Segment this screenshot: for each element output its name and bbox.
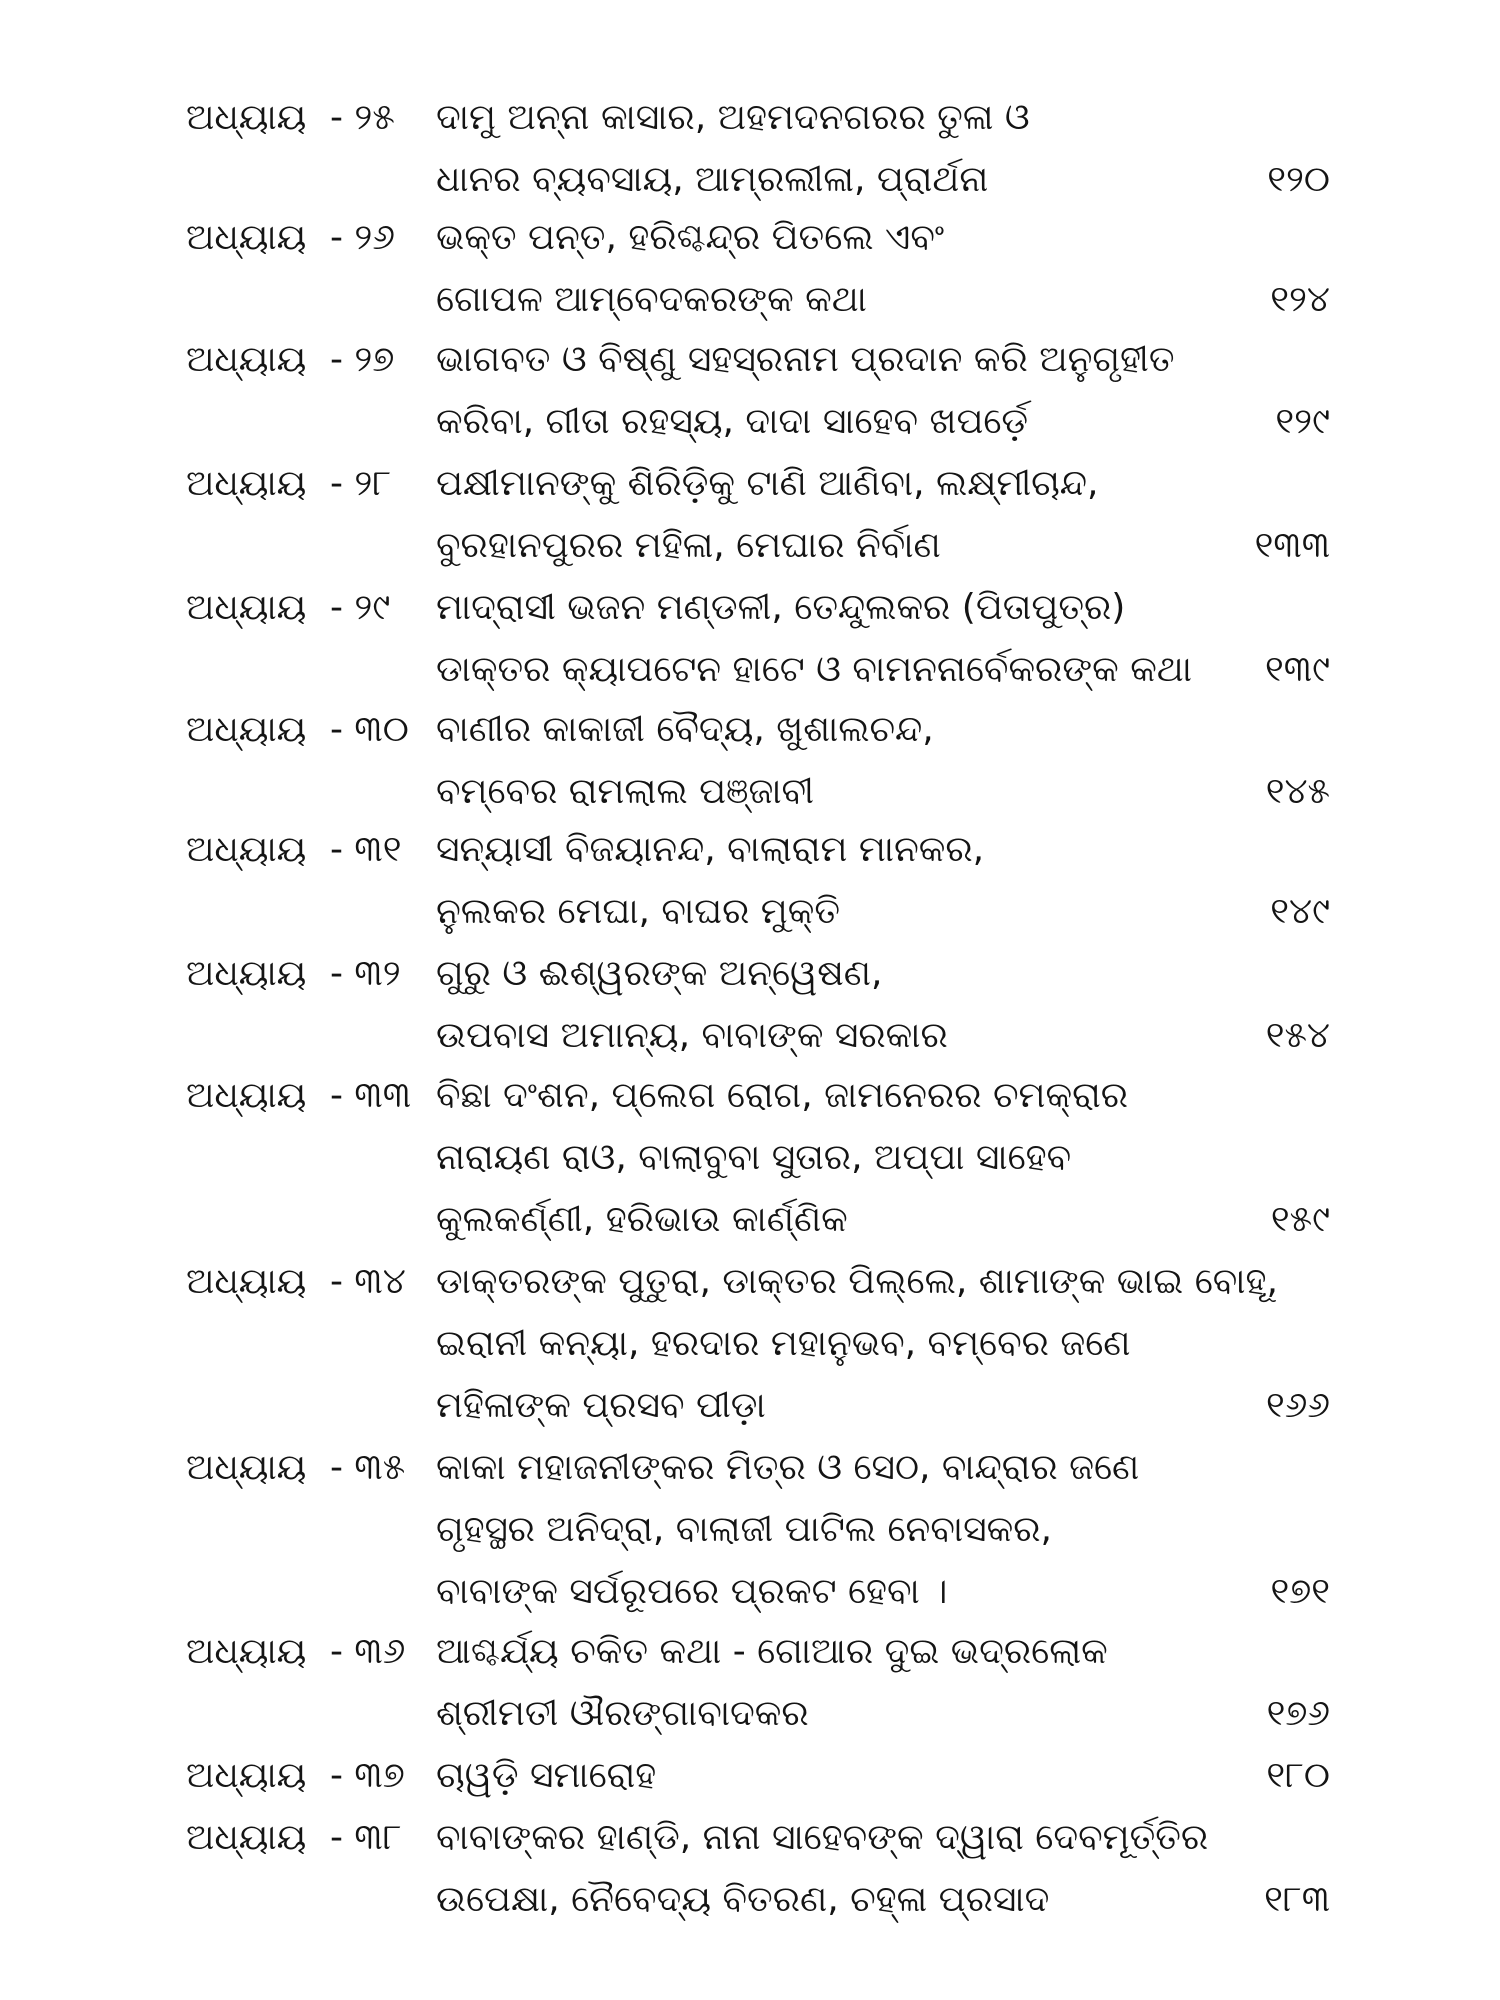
chapter-title-line: ମାଦ୍ରାସୀ ଭଜନ ମଣ୍ଡଳୀ, ତେନ୍ଦୁଲକର (ପିତାପୁତ୍ର) (436, 587, 1126, 628)
chapter-number: - ୨୬ (330, 217, 395, 258)
chapter-title-line: ଦାମୁ ଅନ୍ନା କାସାର, ଅହମଦନଗରର ତୁଳା ଓ (436, 97, 1030, 138)
chapter-number: - ୨୯ (330, 587, 391, 628)
chapter-title-line: ପକ୍ଷୀମାନଙ୍କୁ ଶିରିଡ଼ିକୁ ଟାଣି ଆଣିବା, ଲକ୍ଷ୍ମୀଚାନ୍ଦ, (436, 463, 1099, 504)
chapter-number: - ୨୭ (330, 339, 395, 380)
page-number: ୧୭୬ (1266, 1693, 1330, 1734)
chapter-label: ଅଧ୍ୟାୟ (186, 1447, 307, 1488)
chapter-title-line: ଗୋପଳ ଆମ୍ବେଦକରଙ୍କ କଥା (436, 279, 867, 320)
chapter-title-line: ଧାନର ବ୍ୟବସାୟ, ଆମ୍ରଲୀଳା, ପ୍ରାର୍ଥନା (436, 159, 989, 200)
chapter-label: ଅଧ୍ୟାୟ (186, 953, 307, 994)
chapter-number: - ୩୬ (330, 1631, 406, 1672)
chapter-label: ଅଧ୍ୟାୟ (186, 1817, 307, 1858)
chapter-label: ଅଧ୍ୟାୟ (186, 829, 307, 870)
chapter-title-line: ଗୃହସ୍ଥର ଅନିଦ୍ରା, ବାଲାଜୀ ପାଟିଲ ନେବାସକର, (436, 1509, 1052, 1550)
chapter-title-line: ଗୁରୁ ଓ ଈଶ୍ୱରଙ୍କ ଅନ୍ୱେଷଣ, (436, 953, 883, 994)
chapter-label: ଅଧ୍ୟାୟ (186, 1755, 307, 1796)
page-number: ୧୮୦ (1266, 1755, 1330, 1796)
chapter-number: - ୨୫ (330, 97, 395, 138)
chapter-title-line: ବମ୍ବେର ରାମଲାଲ ପଞ୍ଜାବୀ (436, 771, 814, 812)
chapter-title-line: ବାଣୀର କାକାଜୀ ବୈଦ୍ୟ, ଖୁଶାଲଚନ୍ଦ, (436, 709, 934, 750)
chapter-title-line: ବୁରହାନପୁରର ମହିଳା, ମେଘାର ନିର୍ବାଣ (436, 525, 941, 566)
chapter-title-line: ଡାକ୍ତର କ୍ୟାପଟେନ ହାଟେ ଓ ବାମନନାର୍ବେକରଙ୍କ କଥା (436, 649, 1192, 690)
chapter-title-line: ଶ୍ରୀମତୀ ଔରଙ୍ଗାବାଦକର (436, 1693, 809, 1734)
chapter-number: - ୨୮ (330, 463, 392, 504)
chapter-title-line: ସନ୍ୟାସୀ ବିଜୟାନନ୍ଦ, ବାଲାରାମ ମାନକର, (436, 829, 985, 870)
chapter-title-line: ବିଛା ଦଂଶନ, ପ୍ଲେଗ ରୋଗ, ଜାମନେରର ଚମକ୍ରାର (436, 1075, 1128, 1116)
chapter-title-line: ନାରାୟଣ ରାଓ, ବାଲାବୁବା ସୁତାର, ଅପ୍ପା ସାହେବ (436, 1137, 1072, 1178)
chapter-title-line: କୁଲକର୍ଣ୍ଣୀ, ହରିଭାଉ କାର୍ଣ୍ଣିକ (436, 1199, 848, 1240)
chapter-number: - ୩୩ (330, 1075, 412, 1116)
chapter-label: ଅଧ୍ୟାୟ (186, 97, 307, 138)
page-number: ୧୫୪ (1265, 1015, 1330, 1056)
page-number: ୧୬୬ (1266, 1385, 1330, 1426)
page-number: ୧୨୦ (1267, 159, 1330, 200)
chapter-number: - ୩୪ (330, 1261, 406, 1302)
chapter-label: ଅଧ୍ୟାୟ (186, 339, 307, 380)
page-number: ୧୨୯ (1275, 401, 1330, 442)
chapter-title-line: ଆଶ୍ଚର୍ଯ୍ୟ ଚକିତ କଥା - ଗୋଆର ଦୁଇ ଭଦ୍ରଲୋକ (436, 1631, 1108, 1672)
page-number: ୧୮୩ (1264, 1879, 1330, 1920)
chapter-title-line: ବାବାଙ୍କ ସର୍ପରୂପରେ ପ୍ରକଟ ହେବା । (436, 1571, 948, 1612)
chapter-title-line: ଡାକ୍ତରଙ୍କ ପୁତୁରା, ଡାକ୍ତର ପିଲ୍ଲେ, ଶାମାଙ୍କ ଭାଇ ବୋହୂ, (436, 1261, 1278, 1302)
chapter-title-line: ଉପେକ୍ଷା, ନୈବେଦ୍ୟ ବିତରଣ, ଚହ୍ଳା ପ୍ରସାଦ (436, 1879, 1050, 1920)
chapter-label: ଅଧ୍ୟାୟ (186, 587, 307, 628)
page-number: ୧୪୫ (1265, 771, 1330, 812)
chapter-label: ଅଧ୍ୟାୟ (186, 709, 307, 750)
chapter-number: - ୩୭ (330, 1755, 405, 1796)
chapter-label: ଅଧ୍ୟାୟ (186, 463, 307, 504)
chapter-number: - ୩୮ (330, 1817, 402, 1858)
page-number: ୧୪୯ (1270, 891, 1330, 932)
chapter-title-line: ଚାୱଡ଼ି ସମାରୋହ (436, 1755, 657, 1796)
chapter-number: - ୩୫ (330, 1447, 406, 1488)
chapter-title-line: ଇରାନୀ କନ୍ୟା, ହରଦାର ମହାନୁଭବ, ବମ୍ବେର ଜଣେ (436, 1323, 1131, 1364)
page-number: ୧୭୧ (1270, 1571, 1330, 1612)
chapter-label: ଅଧ୍ୟାୟ (186, 1075, 307, 1116)
chapter-label: ଅଧ୍ୟାୟ (186, 1631, 307, 1672)
chapter-title-line: ମହିଳାଙ୍କ ପ୍ରସବ ପୀଡ଼ା (436, 1385, 766, 1426)
chapter-number: - ୩୦ (330, 709, 409, 750)
page-number: ୧୨୪ (1270, 279, 1330, 320)
page-number: ୧୩୯ (1265, 649, 1330, 690)
chapter-label: ଅଧ୍ୟାୟ (186, 1261, 307, 1302)
chapter-title-line: ବାବାଙ୍କର ହାଣ୍ଡି, ନାନା ସାହେବଙ୍କ ଦ୍ୱାରା ଦେବମୂର୍ତ୍ତିର (436, 1817, 1209, 1858)
page-number: ୧୫୯ (1270, 1199, 1330, 1240)
chapter-title-line: କରିବା, ଗୀତା ରହସ୍ୟ, ଦାଦା ସାହେବ ଖପର୍ଡ଼େ (436, 401, 1029, 442)
chapter-label: ଅଧ୍ୟାୟ (186, 217, 307, 258)
chapter-number: - ୩୨ (330, 953, 401, 994)
chapter-title-line: ଭକ୍ତ ପନ୍ତ, ହରିଶ୍ଚନ୍ଦ୍ର ପିତଲେ ଏବଂ (436, 217, 945, 258)
chapter-title-line: ଭାଗବତ ଓ ବିଷ୍ଣୁ ସହସ୍ରନାମ ପ୍ରଦାନ କରି ଅନୁଗୃହୀତ (436, 339, 1175, 380)
chapter-number: - ୩୧ (330, 829, 402, 870)
chapter-title-line: କାକା ମହାଜନୀଙ୍କର ମିତ୍ର ଓ ସେଠ, ବାନ୍ଦ୍ରାର ଜଣେ (436, 1447, 1140, 1488)
chapter-title-line: ନୁଲକର ମେଘା, ବାଘର ମୁକ୍ତି (436, 891, 841, 932)
page-number: ୧୩୩ (1254, 525, 1330, 566)
chapter-title-line: ଉପବାସ ଅମାନ୍ୟ, ବାବାଙ୍କ ସରକାର (436, 1015, 948, 1056)
